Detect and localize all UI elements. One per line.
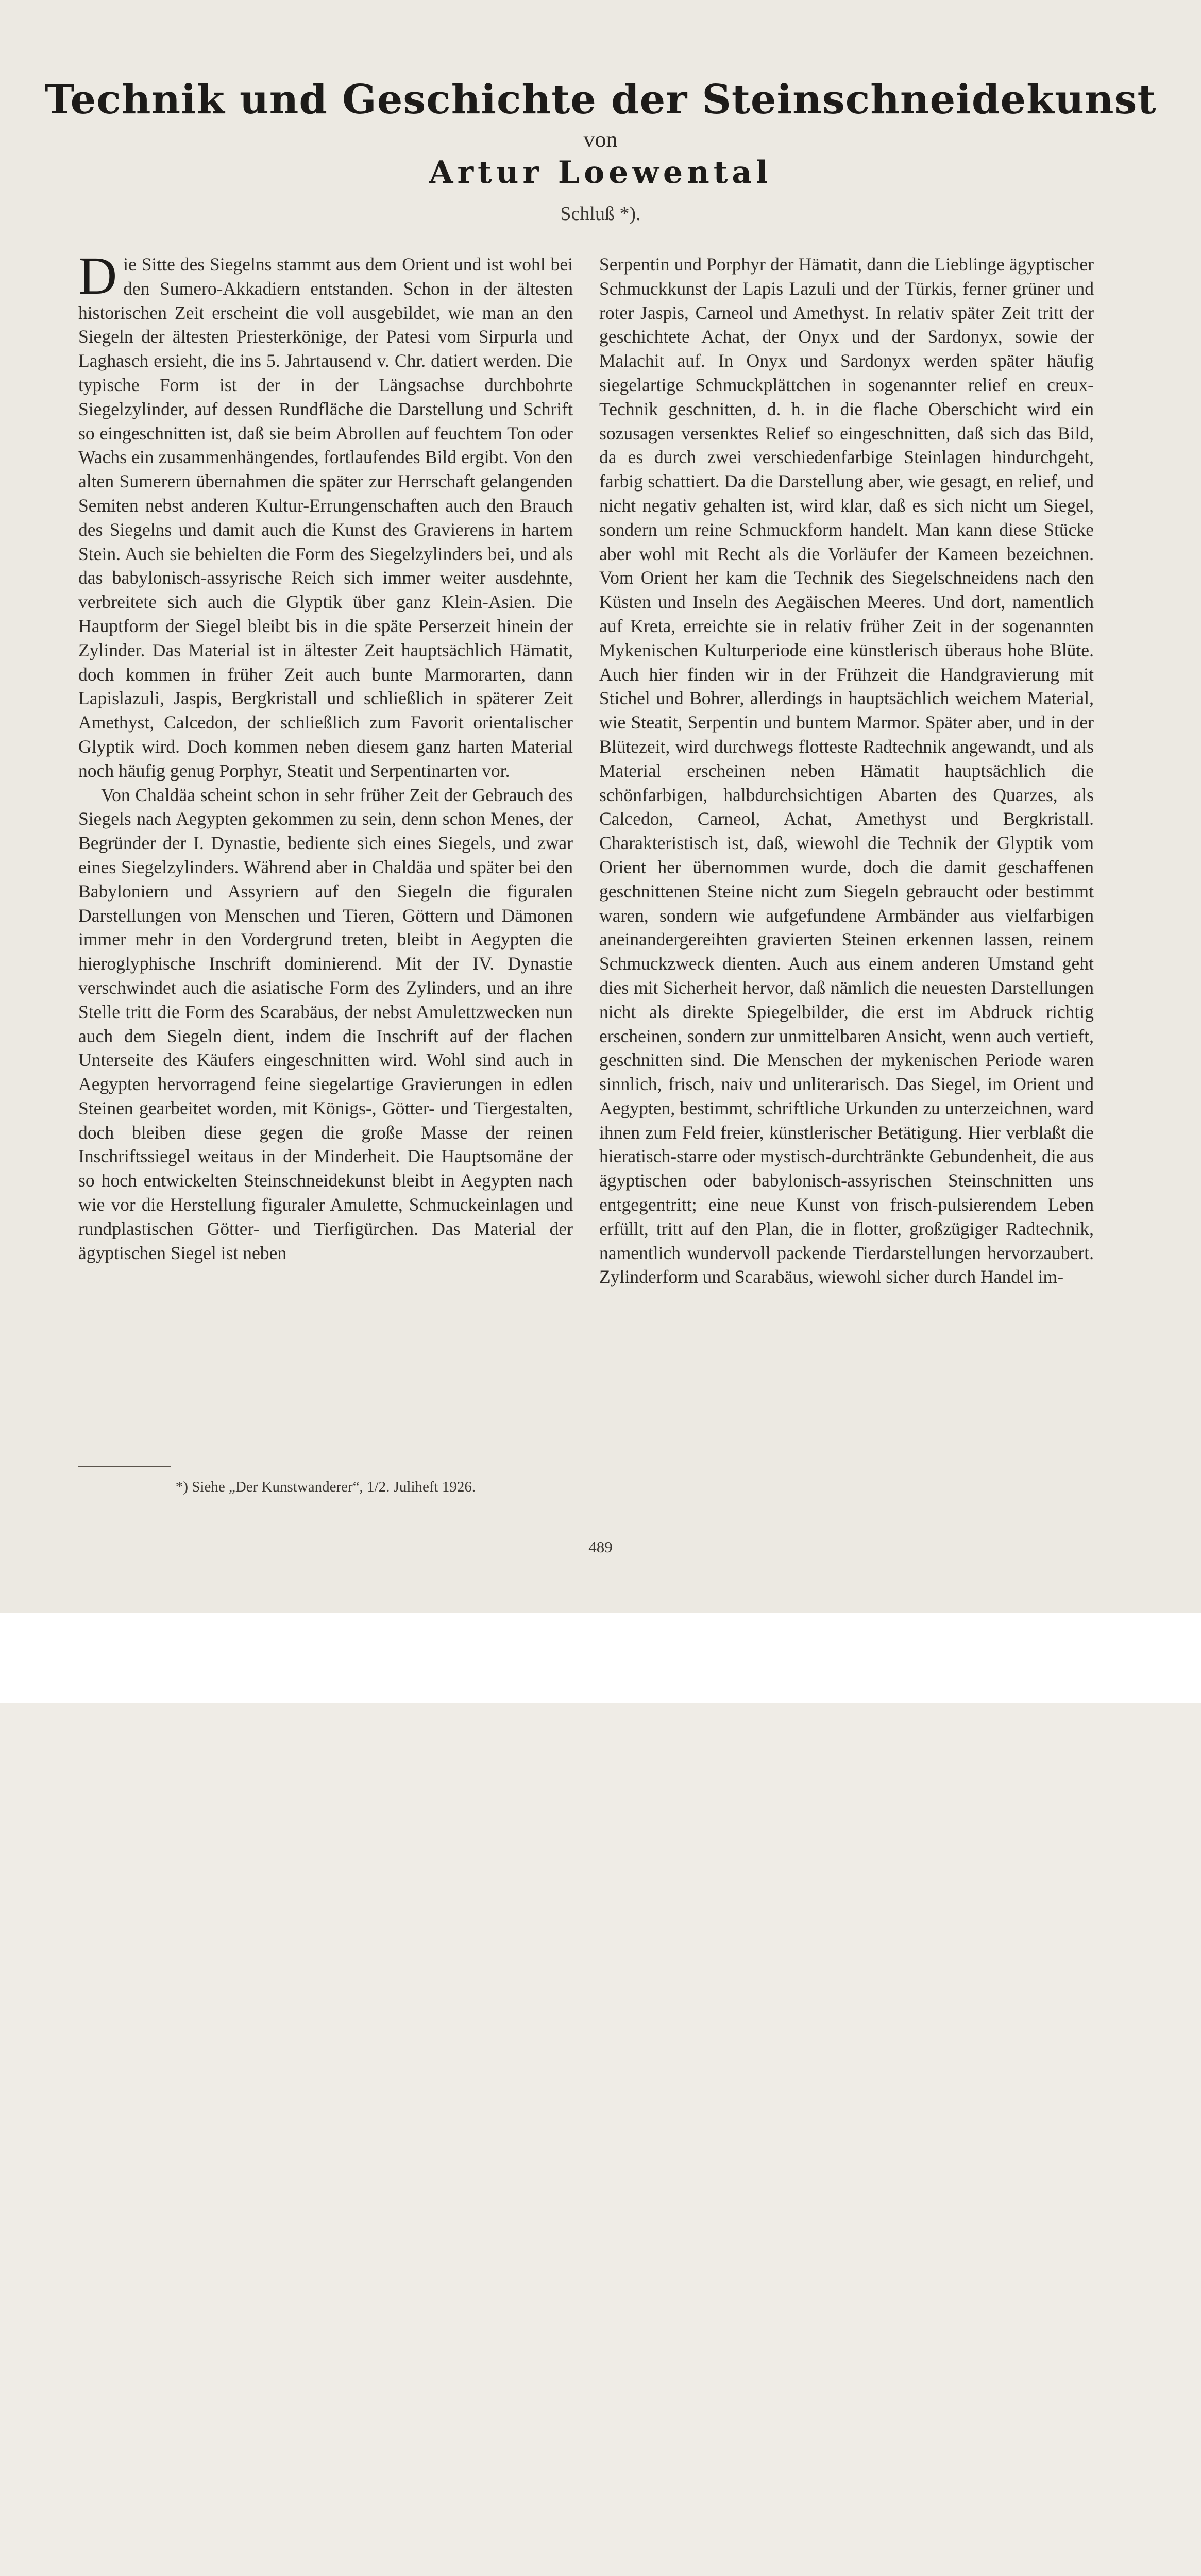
right-paragraph-1: Serpentin und Porphyr der Hämatit, dann die Lieblinge ägyptischer Schmuckkunst der Lapis Lazuli und der Türkis, ferner grüner und roter Jaspis, Carneol und Amethyst. In relativ später Zeit tritt der geschichtete Achat, der Onyx und der Sardonyx, sowie der Malachit auf. In Onyx und Sardonyx werden später häufig siegelartige Schmuckplättchen in sogenannter relief en creux-Technik geschnitten, d. h. in die flache Oberschicht wird ein sozusagen versenktes Relief so eingeschnitten, daß sich das Bild, da es durch zwei verschiedenfarbige Steinlagen hindurchgeht, farbig schattiert. Da die Darstellung aber, wie gesagt, en relief, und nicht negativ gehalten ist, wird klar, daß es sich nicht um Siegel, sondern um reine Schmuckform handelt. Man kann diese Stücke aber wohl mit Recht als die Vorläufer der Kameen bezeichnen. Vom Orient her kam die Technik des Siegelschneidens nach den Küsten und Inseln des Aegäischen Meeres. Und dort, namentlich auf Kreta, erreichte sie in relativ früher Zeit in der sogenannten Mykenischen Kulturperiode eine künstlerisch überaus hohe Blüte. Auch hier finden wir in der Frühzeit die Handgravierung mit Stichel und Bohrer, allerdings in hauptsächlich weichem Material, wie Steatit, Serpentin und buntem Marmor. Später aber, und in der Blütezeit, wird durchwegs flotteste Radtechnik angewandt, und als Material erscheinen neben Hämatit hauptsächlich die schönfarbigen, halbdurchsichtigen Abarten des Quarzes, als Calcedon, Carneol, Achat, Amethyst und Bergkristall. Charakteristisch ist, daß, wiewohl die Technik der Glyptik vom Orient her übernommen wurde, doch die damit geschaffenen geschnittenen Steine nicht zum Siegeln gebraucht oder bestimmt waren, sondern wie aufgefundene Armbänder aus vielfarbigen aneinandergereihten gravierten Steinen erkennen lassen, reinem Schmuckzweck dienten. Auch aus einem anderen Umstand geht dies mit Sicherheit hervor, daß nämlich die neuesten Darstellungen nicht als direkte Spiegelbilder, die erst im Abdruck richtig erscheinen, sondern zur unmittelbaren Ansicht, wenn auch vertieft, geschnitten sind. Die Menschen der mykenischen Periode waren sinnlich, frisch, naiv und unliterarisch. Das Siegel, im Orient und Aegypten, bestimmt, schriftliche Urkunden zu unterzeichnen, ward ihnen zum Feld freier, künstlerischer Betätigung. Hier verblaßt die hieratisch-starre oder mystisch-durchtränkte Gebundenheit, die aus ägyptischen oder babylonisch-assyrischen Steinschnitten uns entgegentritt; eine neue Kunst von frisch-pulsierendem Leben erfüllt, tritt auf den Plan, die in flotter, großzügiger Radtechnik, namentlich wundervoll packende Tierdarstellungen hervorzaubert. Zylinderform und Scarabäus, wiewohl sicher durch Handel im- [599, 254, 1094, 1287]
footnote-rule [78, 1466, 171, 1467]
left-column [78, 246, 573, 1265]
drop-cap: D [78, 246, 117, 306]
footer-bar [0, 1613, 1201, 1703]
left-paragraph-1 [78, 246, 573, 783]
page-number: 489 [588, 1538, 613, 1556]
right-column [599, 252, 1094, 1289]
left-paragraph-2: Von Chaldäa scheint schon in sehr früher Zeit der Gebrauch des Siegels nach Aegypten gekommen zu sein, denn schon Menes, der Begründer der I. Dynastie, bediente sich eines Siegels, und zwar eines Siegelzylinders. Während aber in Chaldäa und später bei den Babyloniern und Assyriern auf den Siegeln die figuralen Darstellungen von Menschen und Tieren, Göttern und Dämonen immer mehr in den Vordergrund treten, bleibt in Aegypten die hieroglyphische Inschrift dominierend. Mit der IV. Dynastie verschwindet auch die asiatische Form des Zylinders, und an ihre Stelle tritt die Form des Scarabäus, der nebst Amulettzwecken nun auch dem Siegeln dient, indem die Inschrift auf der flachen Unterseite des Käufers eingeschnitten wird. Wohl sind auch in Aegypten hervorragend feine siegelartige Gravierungen in edlen Steinen gearbeitet worden, mit Königs-, Götter- und Tiergestalten, doch bleiben diese gegen die große Masse der reinen Inschriftssiegel weitaus in der Minderheit. Die Hauptsomäne der so hoch entwickelten Steinschneidekunst bleibt in Aegypten nach wie vor die Herstellung figuraler Amulette, Schmuckeinlagen und rundplastischen Götter- und Tierfigürchen. Das Material der ägyptischen Siegel ist neben [78, 784, 573, 1263]
footnote: *) Siehe „Der Kunstwanderer“, 1/2. Juliheft 1926. [175, 1479, 476, 1495]
left-paragraph-1-text: ie Sitte des Siegelns stammt aus dem Orient und ist wohl bei den Sumero-Akkadiern entstanden. Schon in der ältesten historischen Zeit erscheint die voll ausgebildet, wie man an den Siegeln der ältesten Priesterkönige, der Patesi vom Sirpurla und Laghasch ersieht, die ins 5. Jahrtausend v. Chr. datiert werden. Die typische Form ist der in der Längsachse durchbohrte Siegelzylinder, auf dessen Rundfläche die Darstellung und Schrift so eingeschnitten ist, daß sie beim Abrollen auf feuchtem Ton oder Wachs ein zusammenhängendes, fortlaufendes Bild ergibt. Von den alten Sumerern übernahmen die später zur Herrschaft gelangenden Semiten nebst anderen Kultur-Errungenschaften auch den Brauch des Siegelns und damit auch die Kunst des Gravierens in hartem Stein. Auch sie behielten die Form des Siegelzylinders bei, und als das babylonisch-assyrische Reich sich immer weiter ausdehnte, verbreitete sich auch die Glyptik über ganz Klein-Asien. Die Hauptform der Siegel bleibt bis in die späte Perserzeit hinein der Zylinder. Das Material ist in ältester Zeit hauptsächlich Hämatit, doch kommen in früher Zeit auch bunte Marmorarten, dann Lapislazuli, Jaspis, Bergkristall und schließlich in späterer Zeit Amethyst, Calcedon, der schließlich zum Favorit orientalischer Glyptik wird. Doch kommen neben diesem ganz harten Material noch häufig genug Porphyr, Steatit und Serpentinarten vor. [78, 254, 573, 781]
continuation-note: Schluß *). [560, 203, 641, 225]
byline-von: von [583, 127, 618, 152]
article-title: Technik und Geschichte der Steinschneidekunst [44, 76, 1157, 123]
author-name: Artur Loewental [429, 155, 772, 191]
